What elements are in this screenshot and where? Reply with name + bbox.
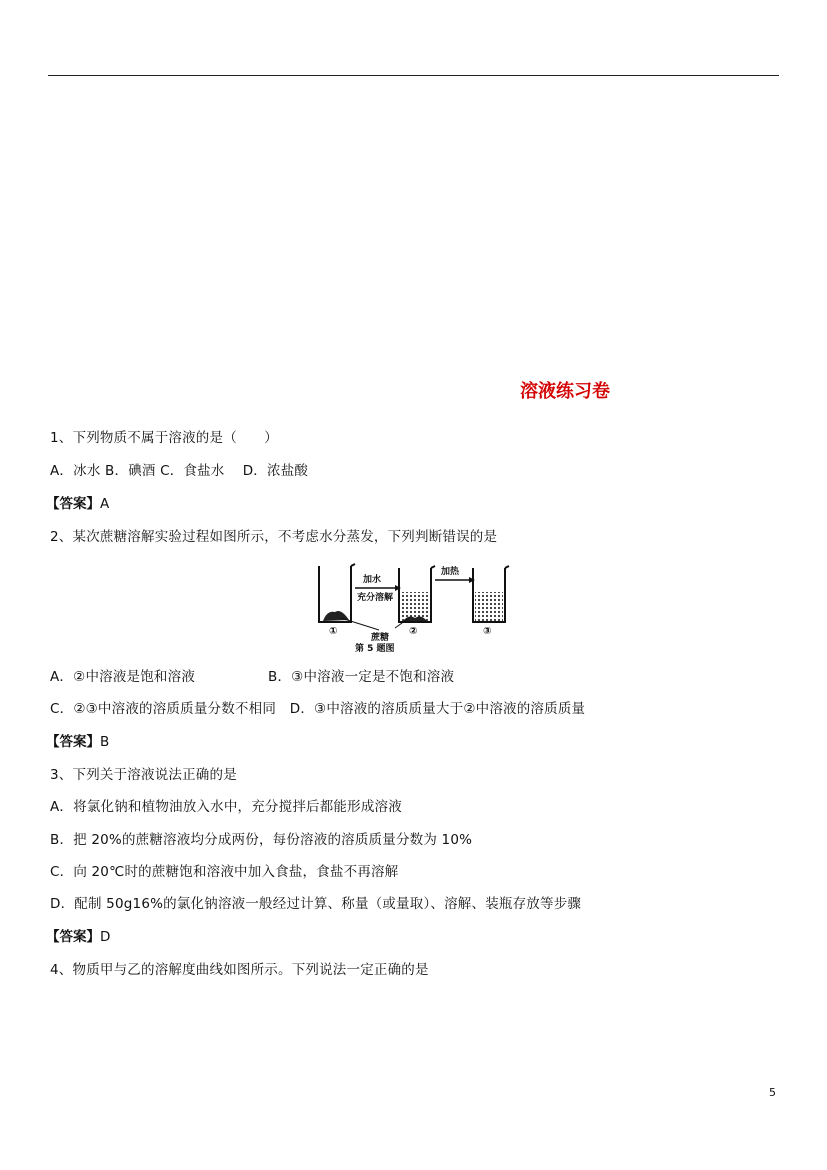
question-3-option-c: C．向 20℃时的蔗糖饱和溶液中加入食盐，食盐不再溶解 <box>50 864 399 880</box>
header-rule <box>48 75 779 76</box>
document-title: 溶液练习卷 <box>520 381 610 402</box>
question-2-option-b: B．③中溶液一定是不饱和溶液 <box>268 669 455 685</box>
question-3-option-d: D．配制 50g16%的氯化钠溶液一般经过计算、称量（或量取）、溶解、装瓶存放等步骤 <box>50 896 582 912</box>
figure-caption: 第 5 题图 <box>355 644 395 654</box>
beaker-experiment-figure <box>305 558 519 654</box>
question-1-options: A．冰水 B．碘酒 C．食盐水 D．浓盐酸 <box>50 463 309 479</box>
label-heat: 加热 <box>441 567 460 577</box>
answer-value: A <box>100 496 110 512</box>
label-add-water: 加水 <box>363 575 382 585</box>
beaker-2 <box>399 566 435 622</box>
question-3-answer <box>46 925 110 945</box>
question-2-options-cd: C．②③中溶液的溶质质量分数不相同 D．③中溶液的溶质质量大于②中溶液的溶质质量 <box>50 701 586 717</box>
beaker-1 <box>319 564 355 622</box>
question-2-stem: 2、某次蔗糖溶解实验过程如图所示，不考虑水分蒸发，下列判断错误的是 <box>50 529 498 545</box>
answer-bracket: 【答案】 <box>46 929 100 945</box>
question-2-option-a: A．②中溶液是饱和溶液 <box>50 669 196 685</box>
question-3-option-a: A．将氯化钠和植物油放入水中，充分搅拌后都能形成溶液 <box>50 799 402 815</box>
page-number: 5 <box>769 1086 776 1099</box>
question-1-stem: 1、下列物质不属于溶液的是（ ） <box>50 430 278 446</box>
label-dissolve: 充分溶解 <box>357 593 394 603</box>
answer-bracket: 【答案】 <box>46 496 100 512</box>
question-2-answer <box>46 730 109 750</box>
answer-bracket: 【答案】 <box>46 734 100 750</box>
answer-value: D <box>100 929 111 945</box>
beaker-2-number: ② <box>409 626 418 637</box>
beaker-1-number: ① <box>329 626 338 637</box>
question-4-stem: 4、物质甲与乙的溶解度曲线如图所示。下列说法一定正确的是 <box>50 962 429 978</box>
beaker-3-number: ③ <box>483 626 492 637</box>
question-3-option-b: B．把 20%的蔗糖溶液均分成两份，每份溶液的溶质质量分数为 10% <box>50 832 473 848</box>
answer-value: B <box>100 734 110 750</box>
question-1-answer <box>46 492 109 512</box>
label-sucrose: 蔗糖 <box>371 633 390 643</box>
beaker-3 <box>473 566 509 622</box>
question-3-stem: 3、下列关于溶液说法正确的是 <box>50 767 237 783</box>
